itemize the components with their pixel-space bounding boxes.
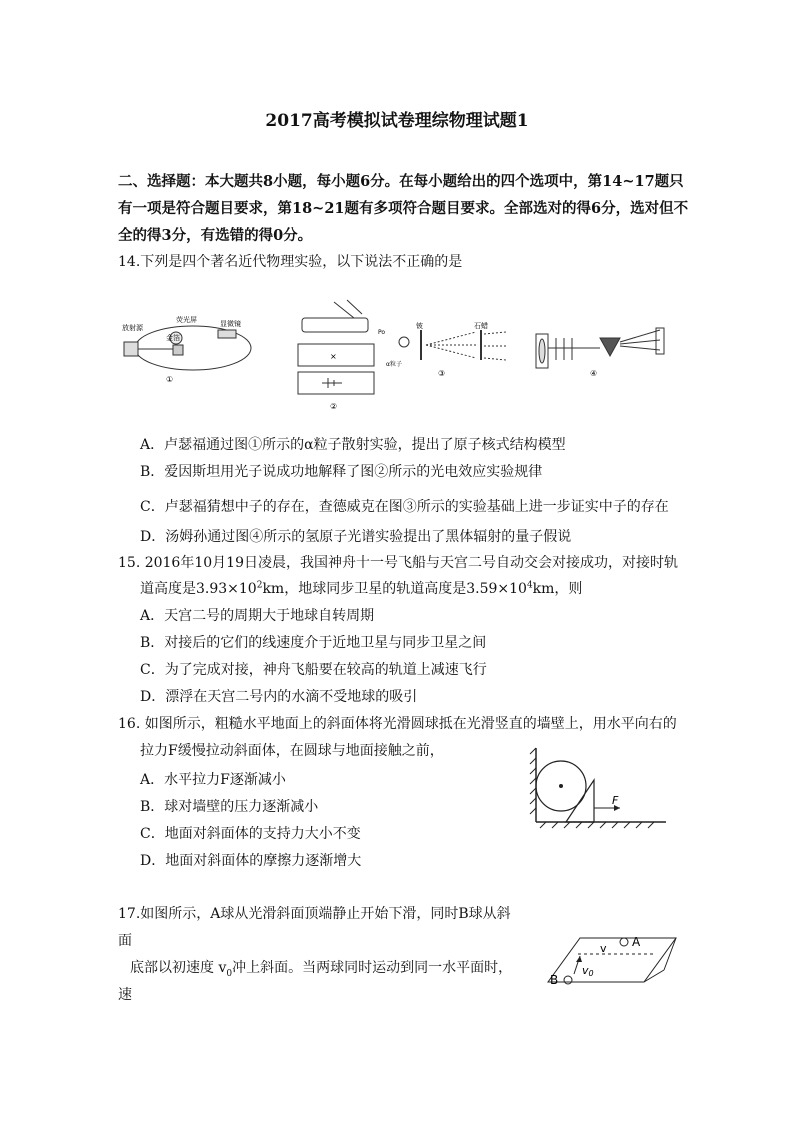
- q17-line-3: 底部以初速度 $v_0$冲上斜面。当两球同时运动到同一水平面时，: [130, 960, 513, 979]
- q17-label-v0: v0: [582, 964, 594, 978]
- q17-line-4: 速: [118, 987, 132, 1003]
- q16-option-b: B．球对墙壁的压力逐渐减小: [140, 799, 319, 815]
- q14-figure-4: [528, 316, 668, 382]
- q17-label-b: B: [550, 973, 559, 987]
- q14-figure-2: [292, 296, 387, 414]
- fig3-number: ③: [438, 369, 446, 378]
- q17-label-a: A: [632, 935, 641, 949]
- q16-option-a: A．水平拉力F逐渐减小: [140, 772, 286, 788]
- q16-option-d: D．地面对斜面体的摩擦力逐渐增大: [140, 853, 362, 869]
- q17-line-2: 面: [118, 933, 132, 949]
- q16-stem-line-2: 拉力F缓慢拉动斜面体，在圆球与地面接触之前，: [140, 743, 444, 759]
- fig4-number: ④: [590, 369, 598, 378]
- q16-stem-line-1: 16. 如图所示，粗糙水平地面上的斜面体将光滑圆球抵在光滑竖直的墙壁上，用水平向右的: [118, 716, 677, 732]
- q15-option-d: D．漂浮在天宫二号内的水滴不受地球的吸引: [140, 689, 418, 705]
- fig1-label-foil: 金箔: [166, 334, 180, 342]
- q17-line-1: 17.如图所示，A球从光滑斜面顶端静止开始下滑，同时B球从斜: [118, 906, 511, 922]
- q14-option-a: A．卢瑟福通过图①所示的α粒子散射实验，提出了原子核式结构模型: [140, 437, 566, 453]
- fig3-label-be: 铍: [416, 322, 423, 330]
- fig1-number: ①: [166, 375, 174, 384]
- svg-text:×: ×: [330, 352, 337, 361]
- instructions-line-2: 有一项是符合题目要求，第18~21题有多项符合题目要求。全部选对的得6分，选对但不: [118, 200, 689, 217]
- fig1-label-microscope: 显微镜: [220, 320, 241, 328]
- fig3-label-paraffin: 石蜡: [474, 322, 488, 330]
- q14-figure-1: [118, 308, 258, 388]
- q14-option-d: D．汤姆孙通过图④所示的氢原子光谱实验提出了黑体辐射的量子假说: [140, 529, 572, 545]
- svg-text:Po: Po: [378, 329, 386, 336]
- fig1-label-source: 放射源: [122, 324, 143, 332]
- q16-option-c: C．地面对斜面体的支持力大小不变: [140, 826, 361, 842]
- q15-stem-line-2: 道高度是$3.93\times 10^2km$，地球同步卫星的轨道高度是$3.59\times 10^4km$，则: [140, 580, 583, 597]
- q15-option-c: C．为了完成对接，神舟飞船要在较高的轨道上减速飞行: [140, 662, 487, 678]
- fig1-label-screen: 荧光屏: [176, 316, 197, 324]
- instructions-line-1: 二、选择题：本大题共8小题，每小题6分。在每小题给出的四个选项中，第14~17题只: [118, 173, 684, 190]
- q15-option-b: B．对接后的它们的线速度介于近地卫星与同步卫星之间: [140, 635, 487, 651]
- q14-option-c: C．卢瑟福猜想中子的存在，查德威克在图③所示的实验基础上进一步证实中子的存在: [140, 499, 669, 515]
- q17-label-v: v: [600, 942, 607, 955]
- fig2-number: ②: [330, 402, 338, 411]
- page-title: 2017高考模拟试卷理综物理试题1: [265, 111, 529, 131]
- q14-option-b: B．爱因斯坦用光子说成功地解释了图②所示的光电效应实验规律: [140, 464, 543, 480]
- instructions-line-3: 全的得3分，有选错的得0分。: [118, 227, 313, 244]
- q14-stem: 14.下列是四个著名近代物理实验，以下说法不正确的是: [118, 254, 463, 270]
- q15-option-a: A．天宫二号的周期大于地球自转周期: [140, 608, 375, 624]
- q15-stem-line-1: 15. 2016年10月19日凌晨，我国神舟十一号飞船与天宫二号自动交会对接成功，对接时轨: [118, 555, 678, 571]
- q14-figure-3: [376, 320, 514, 380]
- q16-figure-label-f: F: [612, 794, 619, 807]
- q16-figure: [528, 744, 668, 830]
- fig3-label-alpha: α粒子: [386, 361, 402, 368]
- q17-figure: [544, 930, 684, 992]
